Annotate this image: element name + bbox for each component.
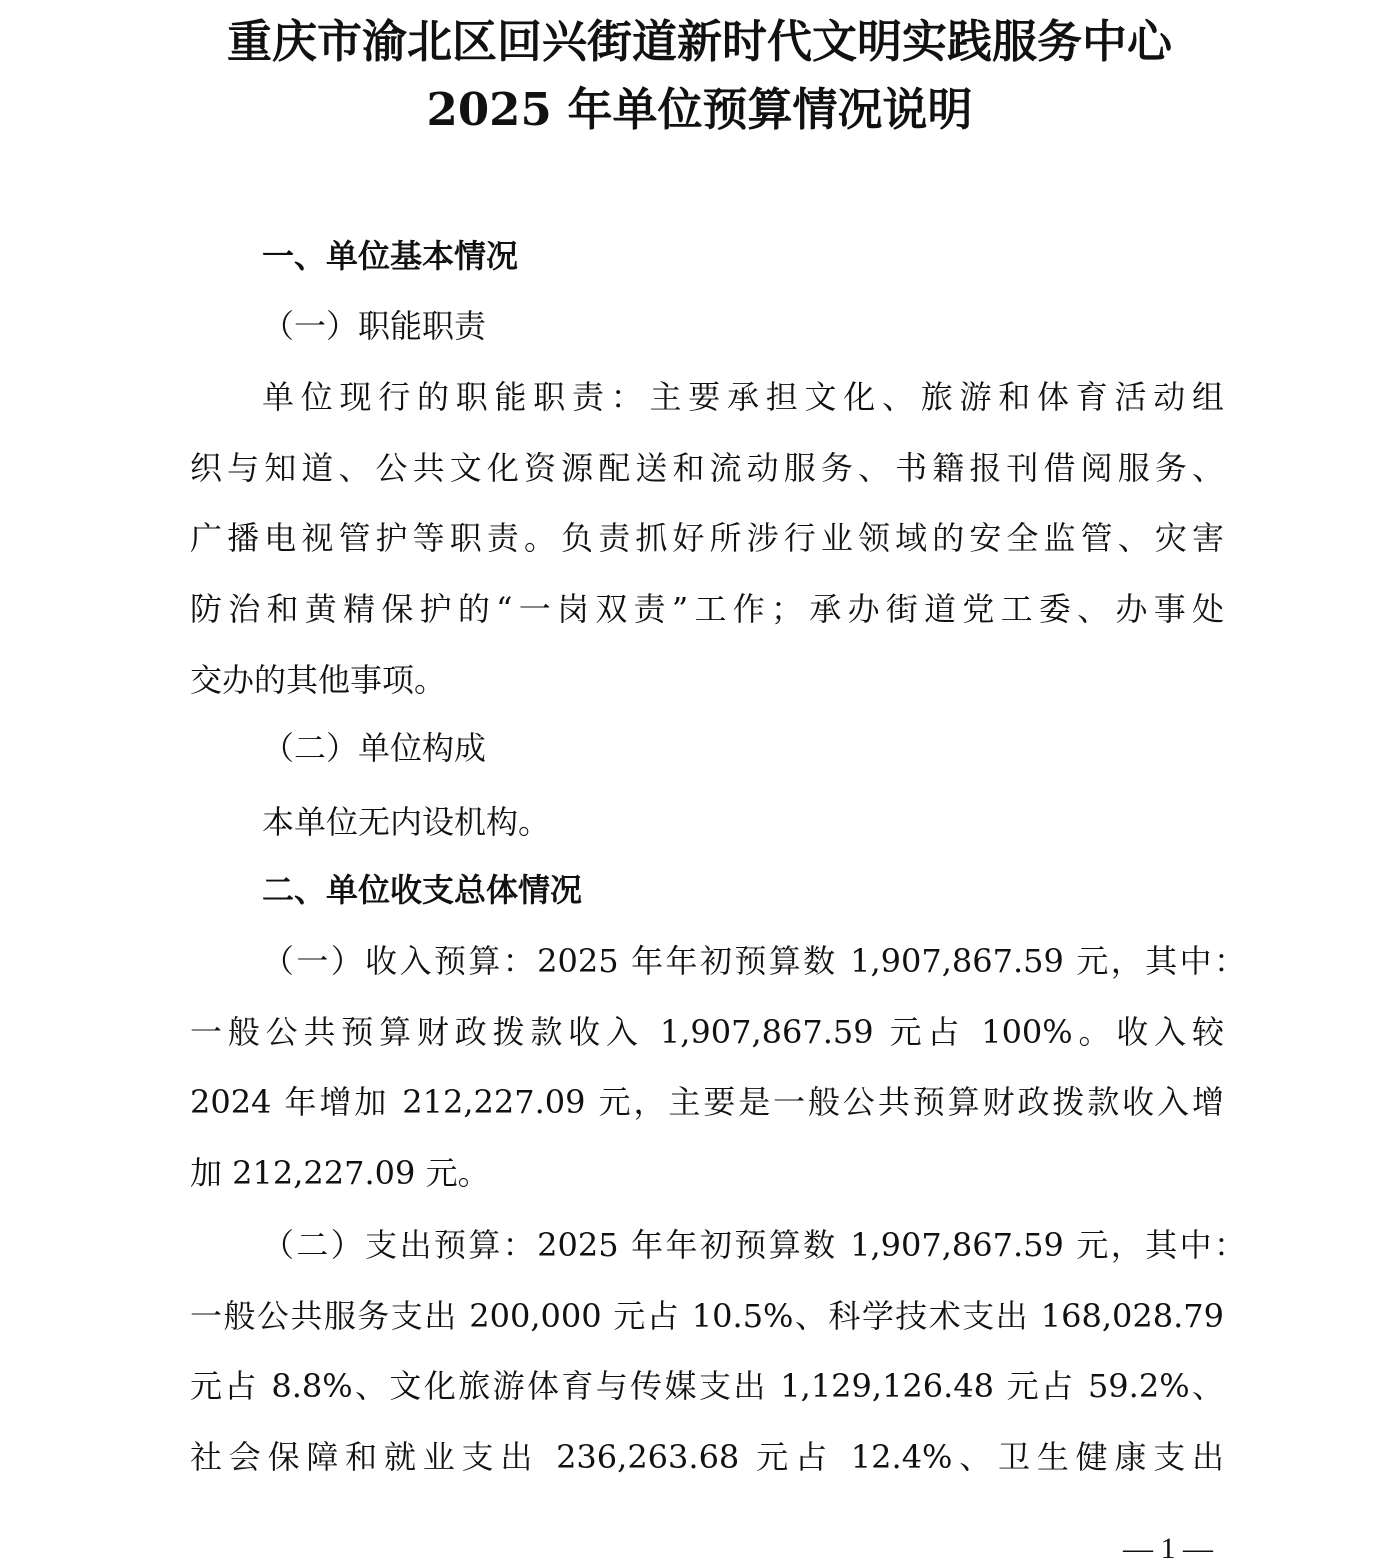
paragraph-line: 加 212,227.09 元。 [190,1154,490,1193]
paragraph-line: 2024 年增加 212,227.09 元，主要是一般公共预算财政拨款收入增 [190,1083,1224,1122]
document-title-line-2: 2025 年单位预算情况说明 [426,83,973,136]
paragraph-line: 广播电视管护等职责。负责抓好所涉行业领域的安全监管、灾害 [190,519,1224,558]
subsection-heading-functions: （一）职能职责 [262,307,487,345]
paragraph-line: 防治和黄精保护的“一岗双责”工作；承办街道党工委、办事处 [190,590,1224,629]
subsection-heading-composition: （二）单位构成 [262,729,487,767]
paragraph-composition: 本单位无内设机构。 [262,803,551,841]
paragraph-line: 社会保障和就业支出 236,263.68 元占 12.4%、卫生健康支出 [190,1438,1224,1477]
section-heading-basic-info: 一、单位基本情况 [262,237,519,275]
document-title-line-1: 重庆市渝北区回兴街道新时代文明实践服务中心 [226,15,1172,68]
paragraph-line: 单位现行的职能职责：主要承担文化、旅游和体育活动组 [262,378,1224,416]
paragraph-line: （二）支出预算：2025 年年初预算数 1,907,867.59 元，其中： [262,1226,1246,1264]
page-number: — 1 — [1123,1532,1213,1565]
paragraph-functions [190,362,1224,716]
paragraph-income-budget [190,926,1246,1209]
section-heading-budget-overview: 二、单位收支总体情况 [262,871,583,909]
paragraph-line: 元占 8.8%、文化旅游体育与传媒支出 1,129,126.48 元占 59.2%、 [190,1367,1224,1406]
paragraph-line: 一般公共预算财政拨款收入 1,907,867.59 元占 100%。收入较 [190,1012,1224,1051]
paragraph-expense-budget [190,1210,1246,1493]
paragraph-line: 一般公共服务支出 200,000 元占 10.5%、科学技术支出 168,028.79 [190,1296,1224,1335]
paragraph-line: 交办的其他事项。 [190,660,447,699]
paragraph-line: （一）收入预算：2025 年年初预算数 1,907,867.59 元，其中： [262,942,1246,980]
paragraph-line: 织与知道、公共文化资源配送和流动服务、书籍报刊借阅服务、 [190,448,1224,487]
